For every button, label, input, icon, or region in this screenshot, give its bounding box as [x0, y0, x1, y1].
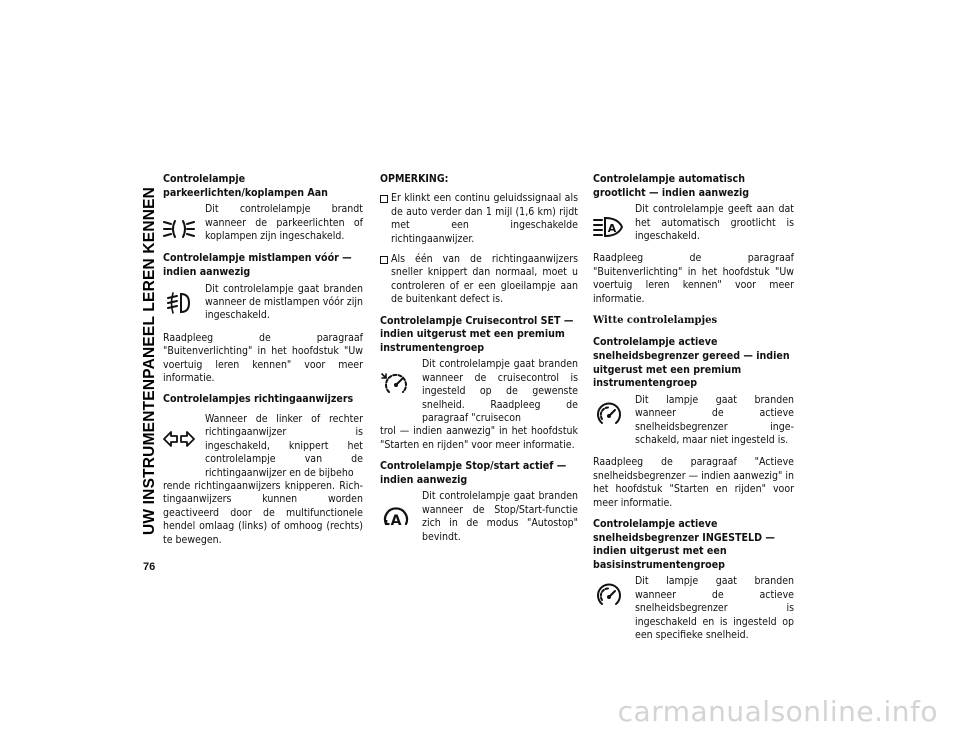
turn-signals-block: [163, 413, 363, 480]
turn-signal-arrows-icon: [163, 427, 195, 451]
parking-lights-block: [163, 203, 363, 243]
front-fog-title: Controlelampje mistlampen vóór — indien aanwezig: [163, 252, 352, 278]
speed-limiter-ready-icon: [593, 402, 625, 426]
page-number: 76: [143, 561, 156, 573]
cruise-control-title: Controlelampje Cruisecontrol SET — indien uitgerust met een premium instrumentengroep: [380, 314, 574, 354]
cruise-control-speedometer-icon: [380, 372, 412, 396]
auto-high-beam-title: Controlelampje automatisch grootlicht — indien aanwezig: [593, 173, 750, 199]
stop-start-title: Controlelampje Stop/start actief — indien aanwezig: [380, 460, 567, 486]
column-2: [380, 173, 578, 553]
note-bullet-1: Er klinkt een continu geluidssignaal als de auto verder dan 1 mijl (1,6 km) rijdt met een ingeschakelde richtingaanwijzer.: [380, 192, 578, 246]
speed-limiter-set-icon: [593, 583, 625, 607]
turn-signals-title: Controlelampjes richtingaanwijzers: [163, 393, 354, 406]
front-fog-text: Dit controlelampje gaat branden wanneer de mistlampen vóór zijn ingeschakeld.: [205, 282, 363, 322]
speed-limiter-set-title: Controlelampje actieve snelheidsbegrenzer INGESTELD — indien uitgerust met een basisinstrumentengroep: [593, 518, 775, 571]
stop-start-block: [380, 490, 578, 544]
turn-signals-text-b: rende richtingaanwijzers knipperen. Richtingaanwijzers kunnen worden geactiveerd door de multifunctionele hendel omlaag (links) of omhoog (rechts) te bewegen.: [163, 480, 363, 546]
parking-lights-text: Dit controlelampje brandt wanneer de parkeerlichten of koplampen zijn ingeschakeld.: [205, 203, 363, 242]
speed-limiter-ready-title: Controlelampje actieve snelheidsbegrenzer gereed — indien uitgerust met een premium instrumentengroep: [593, 336, 790, 390]
speed-limiter-reference: Raadpleeg de paragraaf "Actieve snelheidsbegrenzer — indien aanwezig" in het hoofdstuk "Starten en rijden" voor meer informatie.: [593, 456, 794, 509]
column-1: [163, 173, 363, 555]
speed-limiter-set-text: Dit lampje gaat branden wanneer de actieve snelheidsbegrenzer is ingeschakeld en is ingesteld op een specifieke snelheid.: [635, 575, 794, 642]
note-bullet-2: Als één van de richtingaanwijzers sneller knippert dan normaal, moet u controleren of er een gloeilampje aan de buitenkant defect is.: [380, 253, 578, 307]
auto-high-beam-block: [593, 203, 794, 243]
speed-limiter-ready-text: Dit lampje gaat branden wanneer de actieve snelheidsbegrenzer ingeschakeld, maar niet ingesteld is.: [635, 393, 794, 447]
chapter-side-title: UW INSTRUMENTENPANEEL LEREN KENNEN: [141, 186, 159, 536]
cruise-control-block: [380, 358, 578, 425]
svg-text:A: A: [607, 222, 617, 236]
auto-high-beam-icon: [593, 215, 625, 239]
speed-limiter-ready-block: [593, 394, 794, 448]
parking-lights-icon: [163, 217, 195, 241]
stop-start-text: Dit controlelampje gaat branden wanneer de Stop/Start-functie zich in de modus "Autostop" bevindt.: [422, 490, 578, 543]
watermark: carmanualsonline.info: [617, 695, 938, 728]
turn-signals-text-a: Wanneer de linker of rechter richtingaanwijzer is ingeschakeld, knippert het controlelampje van de richtingaanwijzer en de bijbeho: [205, 413, 363, 479]
note-title: OPMERKING:: [380, 173, 449, 185]
cruise-control-text-a: Dit controlelampje gaat branden wanneer de cruisecontrol is ingesteld op de gewenste snelheid. Raadpleeg de paragraaf "cruisecon: [422, 358, 578, 425]
cruise-control-text-b: trol — indien aanwezig" in het hoofdstuk "Starten en rijden" voor meer informatie.: [380, 425, 578, 451]
column-3: [593, 173, 794, 651]
auto-high-beam-reference: Raadpleeg de paragraaf "Buitenverlichting" in het hoofdstuk "Uw voertuig leren kennen" voor meer informatie.: [593, 252, 794, 305]
svg-text:A: A: [390, 513, 402, 529]
parking-lights-title: Controlelampje parkeerlichten/koplampen Aan: [163, 173, 328, 199]
speed-limiter-set-block: [593, 575, 794, 642]
stop-start-auto-a-icon: [380, 504, 412, 528]
front-fog-block: [163, 283, 363, 323]
auto-high-beam-text: Dit controlelampje geeft aan dat het automatisch grootlicht is ingeschakeld.: [635, 203, 794, 242]
white-indicators-heading: Witte controlelampjes: [593, 315, 718, 327]
front-fog-reference: Raadpleeg de paragraaf "Buitenverlichting" in het hoofdstuk "Uw voertuig leren kennen" voor meer informatie.: [163, 331, 363, 385]
front-fog-lamp-icon: [163, 291, 195, 315]
note-bullet-list: [380, 192, 578, 306]
